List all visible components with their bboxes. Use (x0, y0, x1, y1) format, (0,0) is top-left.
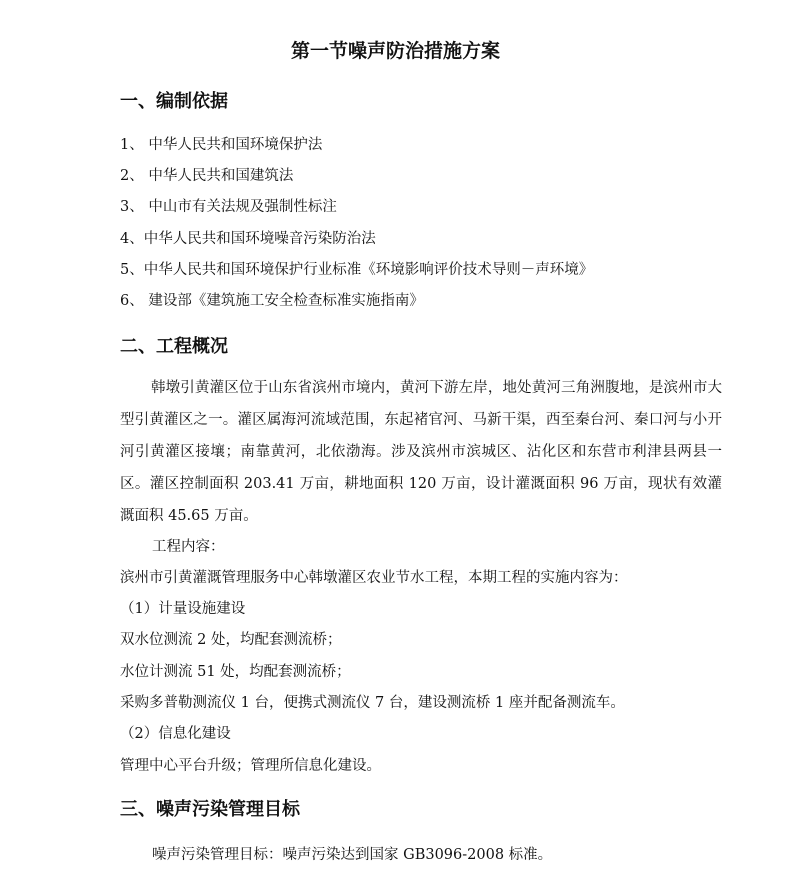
subsection-informatization: （2）信息化建设 (120, 726, 231, 742)
basis-item-6: 6、 建设部《建筑施工安全检查标准实施指南》 (120, 293, 424, 309)
content-intro: 滨州市引黄灌溉管理服务中心韩墩灌区农业节水工程，本期工程的实施内容为： (120, 570, 628, 586)
overview-paragraph: 韩墩引黄灌区位于山东省滨州市境内，黄河下游左岸，地处黄河三角洲腹地，是滨州市大型引黄灌区之一。灌区属海河流域范围，东起褚官河、马新干渠，西至秦台河、秦口河与小开河引黄灌区接壤；南靠黄河，北依渤海。涉及滨州市滨城区、沾化区和东营市利津县两县一区。灌区控制面积 203.41 万亩，耕地面积 120 万亩，设计灌溉面积 96 万亩，现状有效灌溉面积 45.65 万亩。 (120, 380, 722, 524)
content-label: 工程内容： (152, 539, 225, 555)
page-title: 第一节噪声防治措施方案 (290, 40, 500, 62)
noise-target-text: 噪声污染管理目标：噪声污染达到国家 GB3096-2008 标准。 (152, 847, 553, 863)
metering-item-3: 采购多普勒测流仪 1 台，便携式测流仪 7 台，建设测流桥 1 座并配备测流车。 (120, 695, 625, 711)
basis-item-5: 5、中华人民共和国环境保护行业标准《环境影响评价技术导则－声环境》 (120, 262, 594, 278)
basis-item-3: 3、 中山市有关法规及强制性标注 (120, 199, 337, 215)
basis-item-1: 1、 中华人民共和国环境保护法 (120, 137, 323, 153)
section-heading-basis: 一、编制依据 (120, 91, 228, 112)
metering-item-1: 双水位测流 2 处，均配套测流桥； (120, 632, 342, 648)
informatization-item-1: 管理中心平台升级；管理所信息化建设。 (120, 758, 381, 774)
subsection-metering: （1）计量设施建设 (120, 601, 246, 617)
section-heading-target: 三、噪声污染管理目标 (120, 799, 300, 820)
basis-item-2: 2、 中华人民共和国建筑法 (120, 168, 294, 184)
metering-item-2: 水位计测流 51 处，均配套测流桥； (120, 664, 351, 680)
section-heading-overview: 二、工程概况 (120, 336, 228, 357)
basis-item-4: 4、中华人民共和国环境噪音污染防治法 (120, 231, 376, 247)
